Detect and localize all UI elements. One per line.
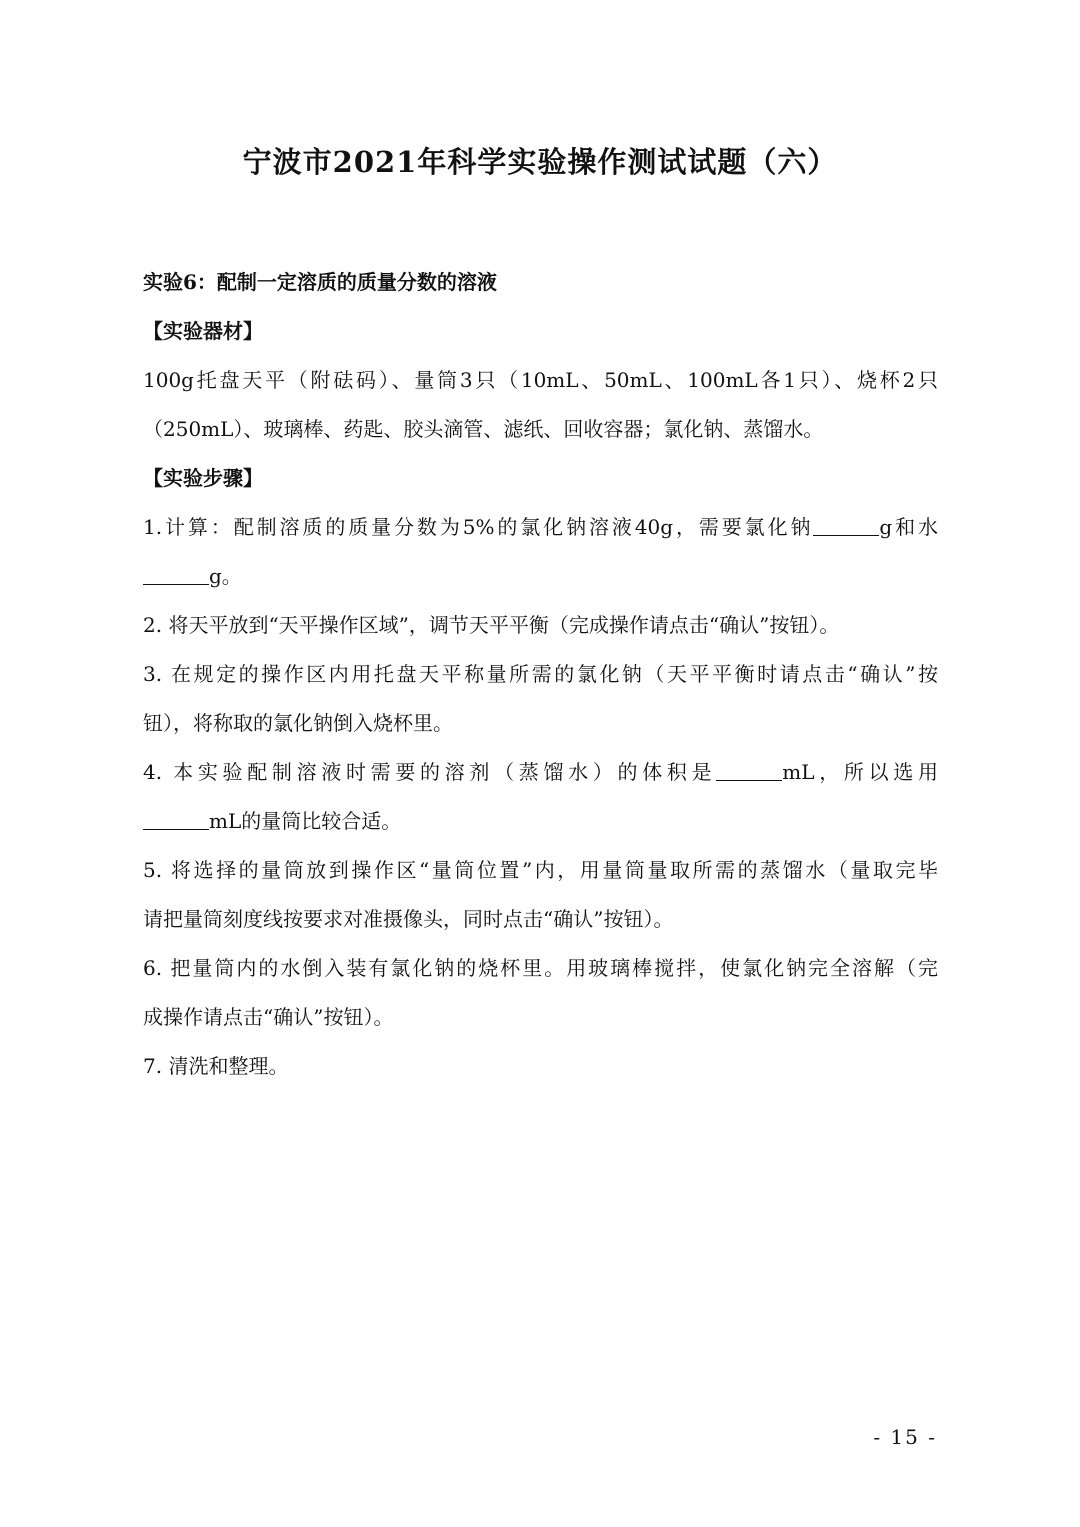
- materials-line-1: 100g托盘天平（附砝码）、量筒3只（10mL、50mL、100mL各1只）、烧杯2只: [143, 368, 938, 392]
- answer-blank: [143, 564, 209, 585]
- step-1-line-2: [143, 552, 938, 601]
- step-3-line-2: 钮），将称取的氯化钠倒入烧杯里。: [143, 711, 453, 735]
- step-6-line-1: 6. 把量筒内的水倒入装有氯化钠的烧杯里。用玻璃棒搅拌，使氯化钠完全溶解（完: [143, 956, 938, 980]
- step-4-line-2: [143, 797, 938, 846]
- step-1-text-a: 1.计算：配制溶质的质量分数为5%的氯化钠溶液40g，需要氯化钠: [143, 515, 814, 539]
- step-4-text-a: 4. 本实验配制溶液时需要的溶剂（蒸馏水）的体积是: [143, 760, 717, 784]
- step-1-line-1: [143, 503, 938, 552]
- materials-heading: 【实验器材】: [143, 319, 263, 343]
- step-7: 7. 清洗和整理。: [143, 1054, 289, 1078]
- step-5-line-2: 请把量筒刻度线按要求对准摄像头，同时点击“确认”按钮）。: [143, 907, 674, 931]
- answer-blank: [813, 515, 879, 536]
- page-number: - 15 -: [873, 1425, 937, 1449]
- document-body: [143, 258, 938, 1091]
- materials-line-2: （250mL）、玻璃棒、药匙、胶头滴管、滤纸、回收容器；氯化钠、蒸馏水。: [143, 417, 824, 441]
- answer-blank: [143, 809, 209, 830]
- step-1-text-b: g和水: [879, 515, 939, 539]
- step-5-line-1: 5. 将选择的量筒放到操作区“量筒位置”内，用量筒量取所需的蒸馏水（量取完毕: [143, 858, 938, 882]
- experiment-title: 实验6：配制一定溶质的质量分数的溶液: [143, 270, 497, 294]
- step-4-text-c: mL的量筒比较合适。: [209, 809, 402, 833]
- step-4-text-b: mL，所以选用: [782, 760, 938, 784]
- step-6-line-2: 成操作请点击“确认”按钮）。: [143, 1005, 394, 1029]
- steps-heading: 【实验步骤】: [143, 466, 263, 490]
- page-title: 宁波市2021年科学实验操作测试试题（六）: [242, 145, 838, 179]
- step-1-text-c: g。: [209, 564, 242, 588]
- step-3-line-1: 3. 在规定的操作区内用托盘天平称量所需的氯化钠（天平平衡时请点击“确认”按: [143, 662, 938, 686]
- step-2: 2. 将天平放到“天平操作区域”，调节天平平衡（完成操作请点击“确认”按钮）。: [143, 613, 840, 637]
- answer-blank: [716, 760, 782, 781]
- step-4-line-1: [143, 748, 938, 797]
